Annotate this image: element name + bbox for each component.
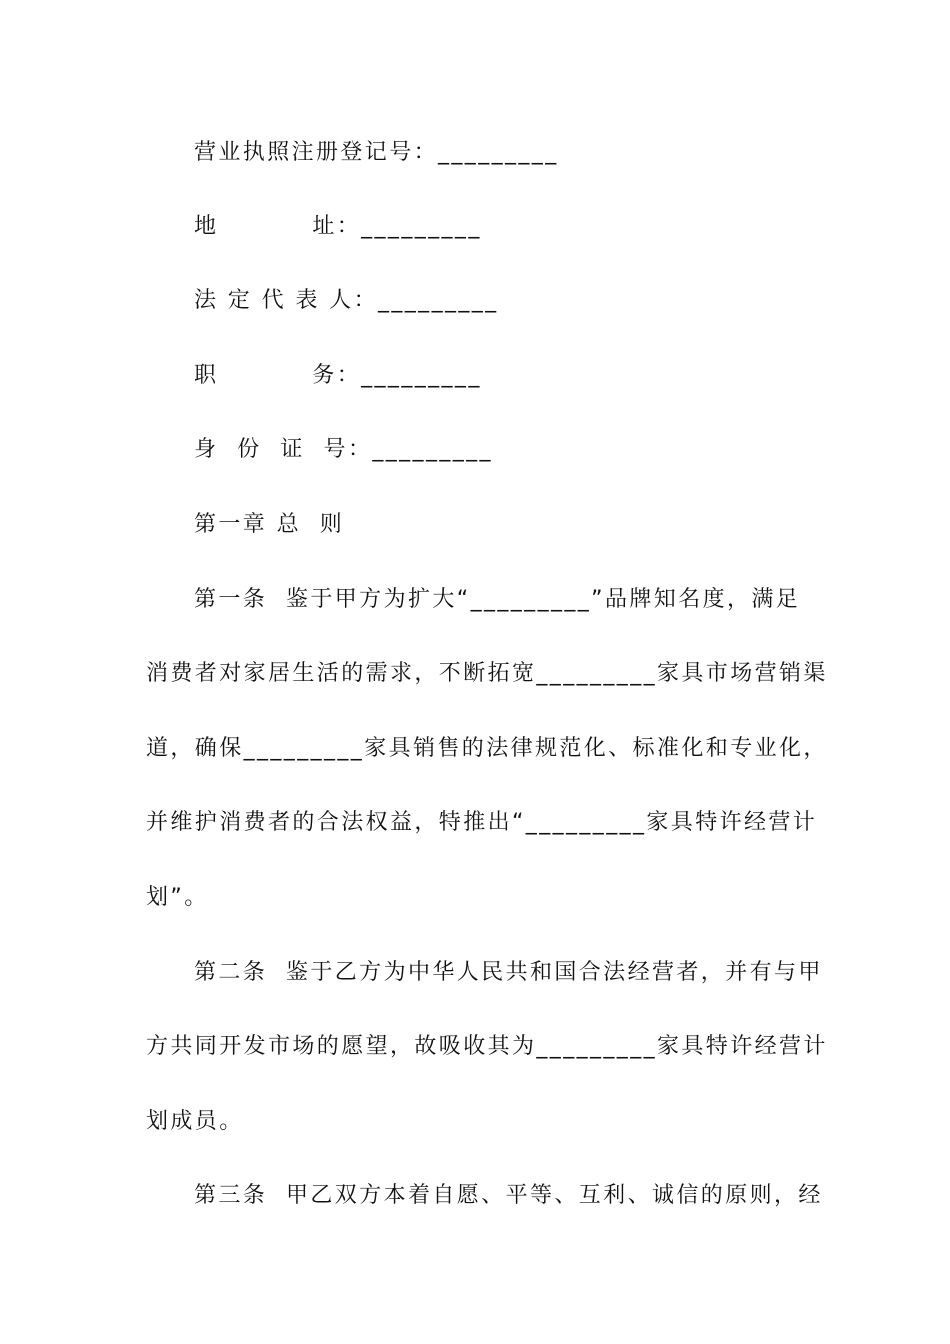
legal-representative-line: 法 定 代 表 人：_________ (194, 288, 499, 313)
position-line: 职 务：_________ (194, 363, 482, 388)
article-2-line-2: 方共同开发市场的愿望，故吸收其为_________家具特许经营计 (146, 1034, 828, 1059)
article-2-line-3: 划成员。 (146, 1109, 244, 1134)
article-2-line-1: 第二条 鉴于乙方为中华人民共和国合法经营者，并有与甲 (194, 960, 823, 985)
chapter-heading: 第一章 总 则 (194, 512, 345, 537)
article-1-line-5: 划”。 (146, 885, 209, 910)
article-1-line-1: 第一条 鉴于甲方为扩大“_________”品牌知名度，满足 (194, 587, 801, 612)
id-number-line: 身 份 证 号：_________ (194, 437, 493, 462)
article-1-line-3: 道，确保_________家具销售的法律规范化、标准化和专业化， (146, 736, 828, 761)
address-line: 地 址：_________ (194, 214, 482, 239)
article-1-line-2: 消费者对家居生活的需求，不断拓宽_________家具市场营销渠 (146, 661, 828, 686)
business-license-number-line: 营业执照注册登记号：_________ (194, 140, 559, 165)
article-3-line-1: 第三条 甲乙双方本着自愿、平等、互利、诚信的原则，经 (194, 1183, 823, 1208)
article-1-line-4: 并维护消费者的合法权益，特推出“_________家具特许经营计 (146, 810, 818, 835)
